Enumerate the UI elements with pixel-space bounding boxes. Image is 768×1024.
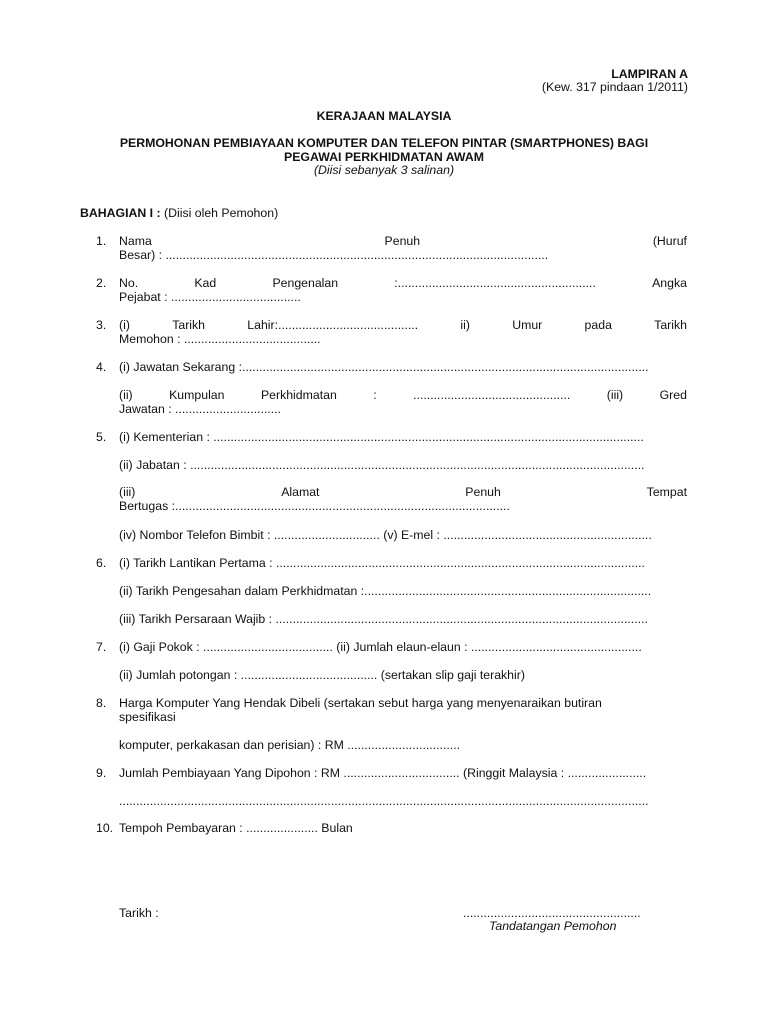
field-label: Perkhidmatan [260, 388, 337, 402]
field-label: Kad [194, 276, 217, 290]
field-label: Tempat [646, 485, 687, 499]
field-label: Alamat [281, 485, 320, 499]
item-number: 1. [96, 234, 107, 248]
field-label: ii) [460, 318, 470, 332]
signature-label: Tandatangan Pemohon [489, 919, 617, 933]
item-number: 3. [96, 318, 107, 332]
salary-allowance-field: (i) Gaji Pokok : ...................................... (ii) Jumlah elaun-elaun : .................................................. [119, 640, 642, 654]
repayment-period-field: Tempoh Pembayaran : ..................... Bulan [119, 821, 353, 835]
appointment-date-field: (i) Tarikh Lantikan Pertama : ............................................................................................................ [119, 556, 645, 570]
computer-price-text: Harga Komputer Yang Hendak Dibeli (sertakan sebut harga yang menyenaraikan butiran [119, 696, 602, 710]
government-heading: KERAJAAN MALAYSIA [316, 109, 452, 123]
field-label: (iii) [606, 388, 624, 402]
application-date-field: Memohon : ........................................ [119, 332, 321, 346]
section-heading [80, 206, 278, 220]
field-label: : [373, 388, 377, 402]
field-label: Angka [652, 276, 687, 290]
position-grade-field: Jawatan : ............................... [119, 402, 281, 416]
field-label: Nama [119, 234, 152, 248]
current-position-field: (i) Jawatan Sekarang :....................................................................................................................... [119, 360, 649, 374]
name-field-line: Besar) : ................................................................................................................ [119, 248, 549, 262]
department-field: (ii) Jabatan : ..................................................................................................................................... [119, 458, 645, 472]
item-number: 10. [96, 821, 114, 835]
field-label: Lahir:......................................... [247, 318, 419, 332]
field-label: Penuh [465, 485, 501, 499]
field-label: pada [584, 318, 612, 332]
birth-date-age-field [119, 318, 687, 332]
field-label: Pengenalan [272, 276, 339, 290]
name-field [119, 234, 687, 248]
work-address-field [119, 485, 687, 499]
field-label: Kumpulan [169, 388, 225, 402]
field-label: Umur [512, 318, 543, 332]
office-number-field: Pejabat : ...................................... [119, 290, 301, 304]
lampiran-label: LAMPIRAN A [611, 67, 688, 81]
field-label: (iii) [119, 485, 136, 499]
item-number: 7. [96, 640, 107, 654]
financing-amount-words-line: ........................................................................................................................................................... [119, 794, 649, 808]
field-label: (ii) [119, 388, 133, 402]
item-number: 9. [96, 766, 107, 780]
section-label: BAHAGIAN I : [80, 206, 161, 220]
item-number: 6. [96, 556, 107, 570]
phone-email-field: (iv) Nombor Telefon Bimbit : ............................... (v) E-mel : ............................................................. [119, 528, 652, 542]
field-label: (Huruf [652, 234, 687, 248]
work-address-line: Bertugas :.................................................................................................. [119, 499, 510, 513]
form-title-line1: PERMOHONAN PEMBIAYAAN KOMPUTER DAN TELEFON PINTAR (SMARTPHONES) BAGI [119, 136, 649, 150]
section-note: (Diisi oleh Pemohon) [164, 206, 279, 220]
form-title-line2: PEGAWAI PERKHIDMATAN AWAM [284, 150, 484, 164]
financing-amount-field: Jumlah Pembiayaan Yang Dipohon : RM .................................. (Ringgit Malaysia : ....................... [119, 766, 647, 780]
field-label: Tarikh [172, 318, 206, 332]
deduction-field: (ii) Jumlah potongan : ........................................ (sertakan slip gaji terakhir) [119, 668, 525, 682]
field-blank: .............................................. [413, 388, 571, 402]
field-label: Penuh [384, 234, 421, 248]
item-number: 8. [96, 696, 107, 710]
computer-price-field: komputer, perkakasan dan perisian) : RM ................................. [119, 738, 461, 752]
item-number: 4. [96, 360, 107, 374]
computer-price-text-cont: spesifikasi [119, 710, 176, 724]
ministry-field: (i) Kementerian : .............................................................................................................................. [119, 430, 644, 444]
field-label: Gred [659, 388, 687, 402]
form-reference: (Kew. 317 pindaan 1/2011) [541, 80, 688, 94]
field-label: No. [119, 276, 139, 290]
item-number: 5. [96, 430, 107, 444]
retirement-date-field: (iii) Tarikh Persaraan Wajib : ............................................................................................................. [119, 612, 648, 626]
field-label: (i) [119, 318, 130, 332]
item-number: 2. [96, 276, 107, 290]
field-blank: :.......................................................... [394, 276, 596, 290]
date-label: Tarikh : [119, 906, 159, 920]
copies-note: (Diisi sebanyak 3 salinan) [313, 163, 455, 177]
field-label: Tarikh [654, 318, 687, 332]
ic-field [119, 276, 687, 290]
signature-line: .................................................... [463, 906, 641, 920]
confirmation-date-field: (ii) Tarikh Pengesahan dalam Perkhidmatan :.................................................................................... [119, 584, 652, 598]
service-group-field [119, 388, 687, 402]
